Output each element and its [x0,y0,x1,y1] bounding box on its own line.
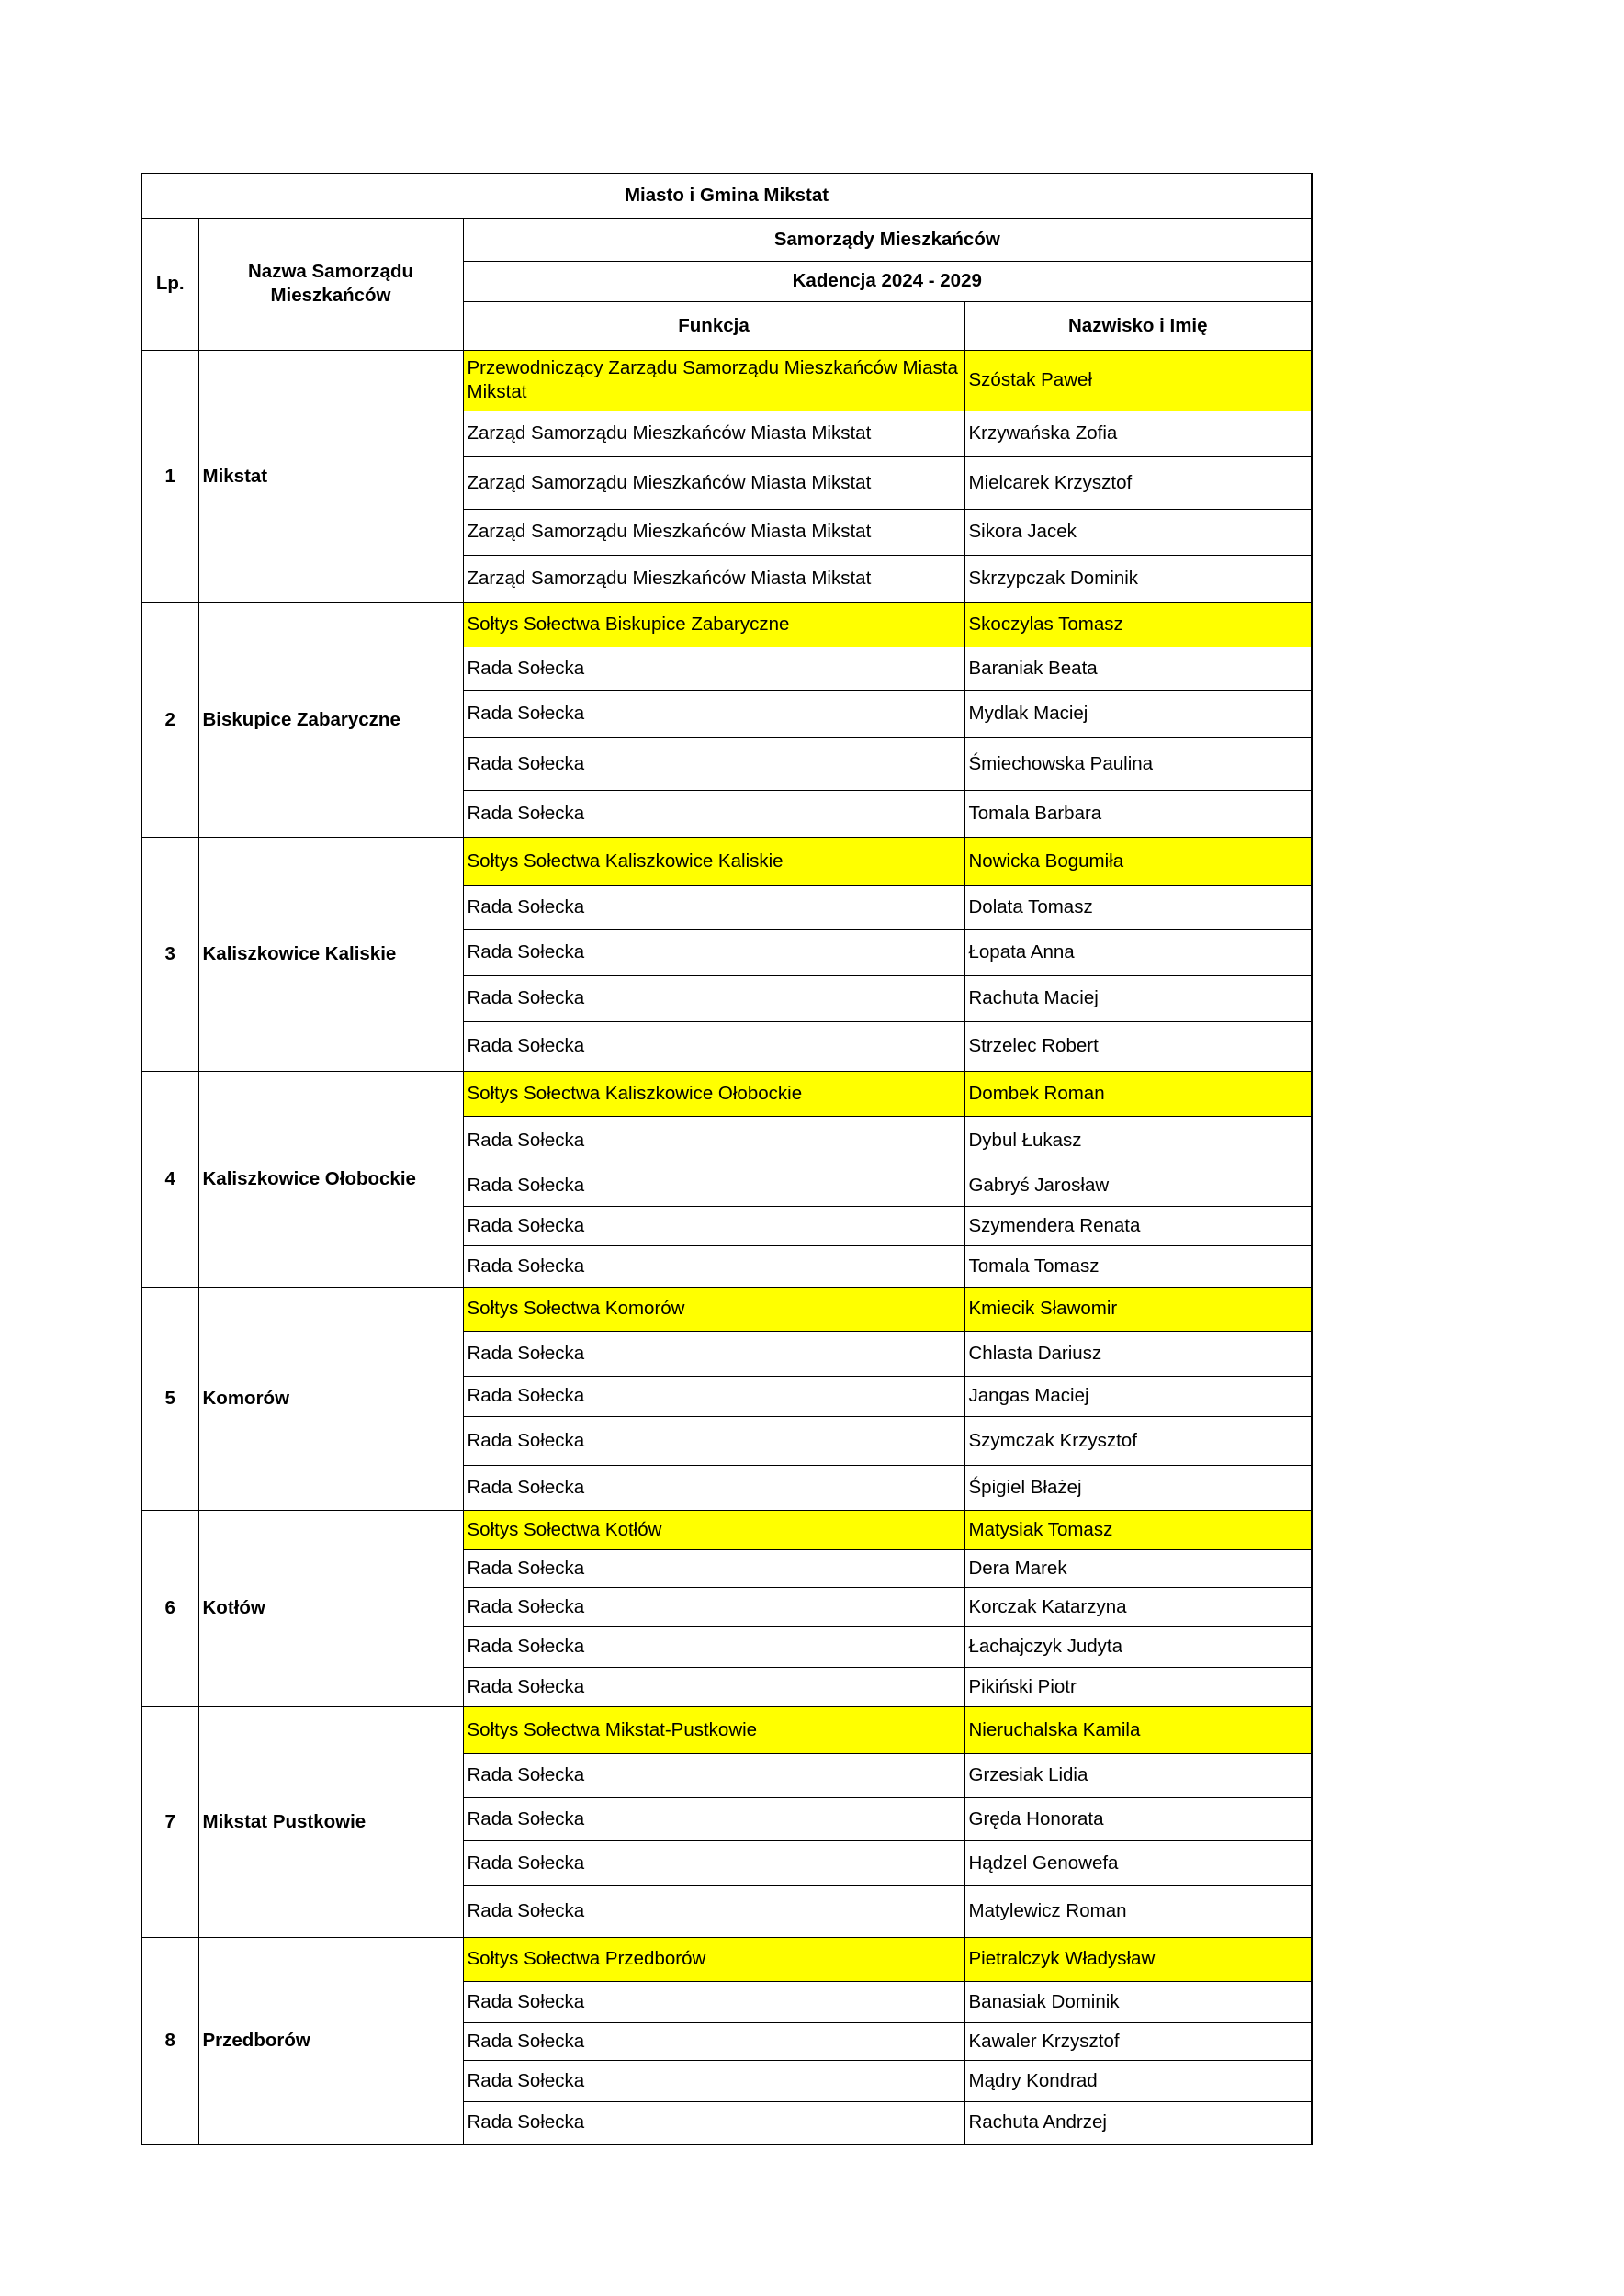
person-cell: Dolata Tomasz [964,885,1312,929]
person-cell: Strzelec Robert [964,1021,1312,1071]
function-cell: Rada Sołecka [463,1549,964,1587]
function-cell: Rada Sołecka [463,790,964,837]
lp-header: Lp. [141,218,198,350]
group-name: Mikstat [198,350,463,602]
group-number: 3 [141,837,198,1071]
person-cell: Szymendera Renata [964,1206,1312,1245]
function-cell: Sołtys Sołectwa Kotłów [463,1510,964,1549]
function-cell: Rada Sołecka [463,690,964,737]
group-number: 8 [141,1937,198,2144]
group-number: 2 [141,602,198,837]
table-row [141,1071,1312,1116]
table-row [141,1510,1312,1549]
function-cell: Zarząd Samorządu Mieszkańców Miasta Mikstat [463,555,964,602]
person-cell: Szymczak Krzysztof [964,1416,1312,1465]
person-cell: Dera Marek [964,1549,1312,1587]
function-cell: Sołtys Sołectwa Przedborów [463,1937,964,1981]
council-table [141,173,1313,2145]
table-row [141,1287,1312,1331]
person-cell: Dybul Łukasz [964,1116,1312,1165]
person-cell: Nowicka Bogumiła [964,837,1312,885]
person-cell: Tomala Barbara [964,790,1312,837]
group-number: 6 [141,1510,198,1706]
person-cell: Jangas Maciej [964,1376,1312,1416]
person-cell: Matysiak Tomasz [964,1510,1312,1549]
function-cell: Przewodniczący Zarządu Samorządu Mieszkańców Miasta Mikstat [463,350,964,411]
person-cell: Pikiński Piotr [964,1667,1312,1706]
function-cell: Zarząd Samorządu Mieszkańców Miasta Mikstat [463,411,964,456]
table-row [141,1937,1312,1981]
function-cell: Rada Sołecka [463,1165,964,1206]
group-name: Kaliszkowice Kaliskie [198,837,463,1071]
person-cell: Hądzel Genowefa [964,1840,1312,1885]
person-cell: Szóstak Paweł [964,350,1312,411]
person-cell: Dombek Roman [964,1071,1312,1116]
table-body [141,350,1312,2144]
function-cell: Rada Sołecka [463,647,964,690]
group-name: Kotłów [198,1510,463,1706]
name-header: Nazwa Samorządu Mieszkańców [198,218,463,350]
function-cell: Rada Sołecka [463,1981,964,2022]
table-row [141,350,1312,411]
person-cell: Skoczylas Tomasz [964,602,1312,647]
function-cell: Rada Sołecka [463,1840,964,1885]
table-row [141,1706,1312,1753]
person-cell: Łopata Anna [964,929,1312,975]
group-number: 5 [141,1287,198,1510]
person-cell: Rachuta Maciej [964,975,1312,1021]
person-cell: Grzesiak Lidia [964,1753,1312,1797]
person-cell: Baraniak Beata [964,647,1312,690]
function-cell: Rada Sołecka [463,1465,964,1510]
group-name: Przedborów [198,1937,463,2144]
function-cell: Rada Sołecka [463,1245,964,1287]
person-cell: Łachajczyk Judyta [964,1626,1312,1667]
function-cell: Rada Sołecka [463,1116,964,1165]
function-cell: Sołtys Sołectwa Kaliszkowice Kaliskie [463,837,964,885]
group-number: 4 [141,1071,198,1287]
person-cell: Rachuta Andrzej [964,2101,1312,2144]
person-cell: Mydlak Maciej [964,690,1312,737]
person-cell: Śmiechowska Paulina [964,737,1312,790]
main-title: Miasto i Gmina Mikstat [141,174,1312,218]
function-cell: Rada Sołecka [463,1416,964,1465]
person-cell: Mielcarek Krzysztof [964,456,1312,509]
person-header: Nazwisko i Imię [964,301,1312,350]
function-cell: Rada Sołecka [463,929,964,975]
table-row [141,837,1312,885]
person-cell: Pietralczyk Władysław [964,1937,1312,1981]
person-cell: Gabryś Jarosław [964,1165,1312,1206]
person-cell: Mądry Kondrad [964,2060,1312,2101]
function-cell: Zarząd Samorządu Mieszkańców Miasta Mikstat [463,509,964,555]
function-cell: Rada Sołecka [463,1587,964,1626]
person-cell: Matylewicz Roman [964,1885,1312,1937]
function-header: Funkcja [463,301,964,350]
person-cell: Chlasta Dariusz [964,1331,1312,1376]
function-cell: Sołtys Sołectwa Biskupice Zabaryczne [463,602,964,647]
person-cell: Gręda Honorata [964,1797,1312,1840]
group-name: Mikstat Pustkowie [198,1706,463,1937]
group-name: Biskupice Zabaryczne [198,602,463,837]
function-cell: Sołtys Sołectwa Komorów [463,1287,964,1331]
function-cell: Rada Sołecka [463,1797,964,1840]
function-cell: Rada Sołecka [463,2022,964,2060]
function-cell: Rada Sołecka [463,1376,964,1416]
person-cell: Kmiecik Sławomir [964,1287,1312,1331]
group-name: Kaliszkowice Ołobockie [198,1071,463,1287]
person-cell: Kawaler Krzysztof [964,2022,1312,2060]
term-header: Kadencja 2024 - 2029 [463,261,1312,301]
function-cell: Rada Sołecka [463,1021,964,1071]
group-name: Komorów [198,1287,463,1510]
function-cell: Rada Sołecka [463,885,964,929]
function-cell: Rada Sołecka [463,1626,964,1667]
person-cell: Sikora Jacek [964,509,1312,555]
person-cell: Krzywańska Zofia [964,411,1312,456]
person-cell: Śpigiel Błażej [964,1465,1312,1510]
function-cell: Rada Sołecka [463,1753,964,1797]
function-cell: Rada Sołecka [463,1885,964,1937]
table-row [141,602,1312,647]
function-cell: Rada Sołecka [463,737,964,790]
function-cell: Sołtys Sołectwa Mikstat-Pustkowie [463,1706,964,1753]
person-cell: Tomala Tomasz [964,1245,1312,1287]
group-number: 1 [141,350,198,602]
function-cell: Rada Sołecka [463,1331,964,1376]
function-cell: Sołtys Sołectwa Kaliszkowice Ołobockie [463,1071,964,1116]
function-cell: Rada Sołecka [463,1667,964,1706]
section-header: Samorządy Mieszkańców [463,218,1312,261]
function-cell: Rada Sołecka [463,975,964,1021]
function-cell: Zarząd Samorządu Mieszkańców Miasta Mikstat [463,456,964,509]
function-cell: Rada Sołecka [463,2060,964,2101]
function-cell: Rada Sołecka [463,1206,964,1245]
group-number: 7 [141,1706,198,1937]
person-cell: Nieruchalska Kamila [964,1706,1312,1753]
function-cell: Rada Sołecka [463,2101,964,2144]
person-cell: Banasiak Dominik [964,1981,1312,2022]
person-cell: Korczak Katarzyna [964,1587,1312,1626]
person-cell: Skrzypczak Dominik [964,555,1312,602]
